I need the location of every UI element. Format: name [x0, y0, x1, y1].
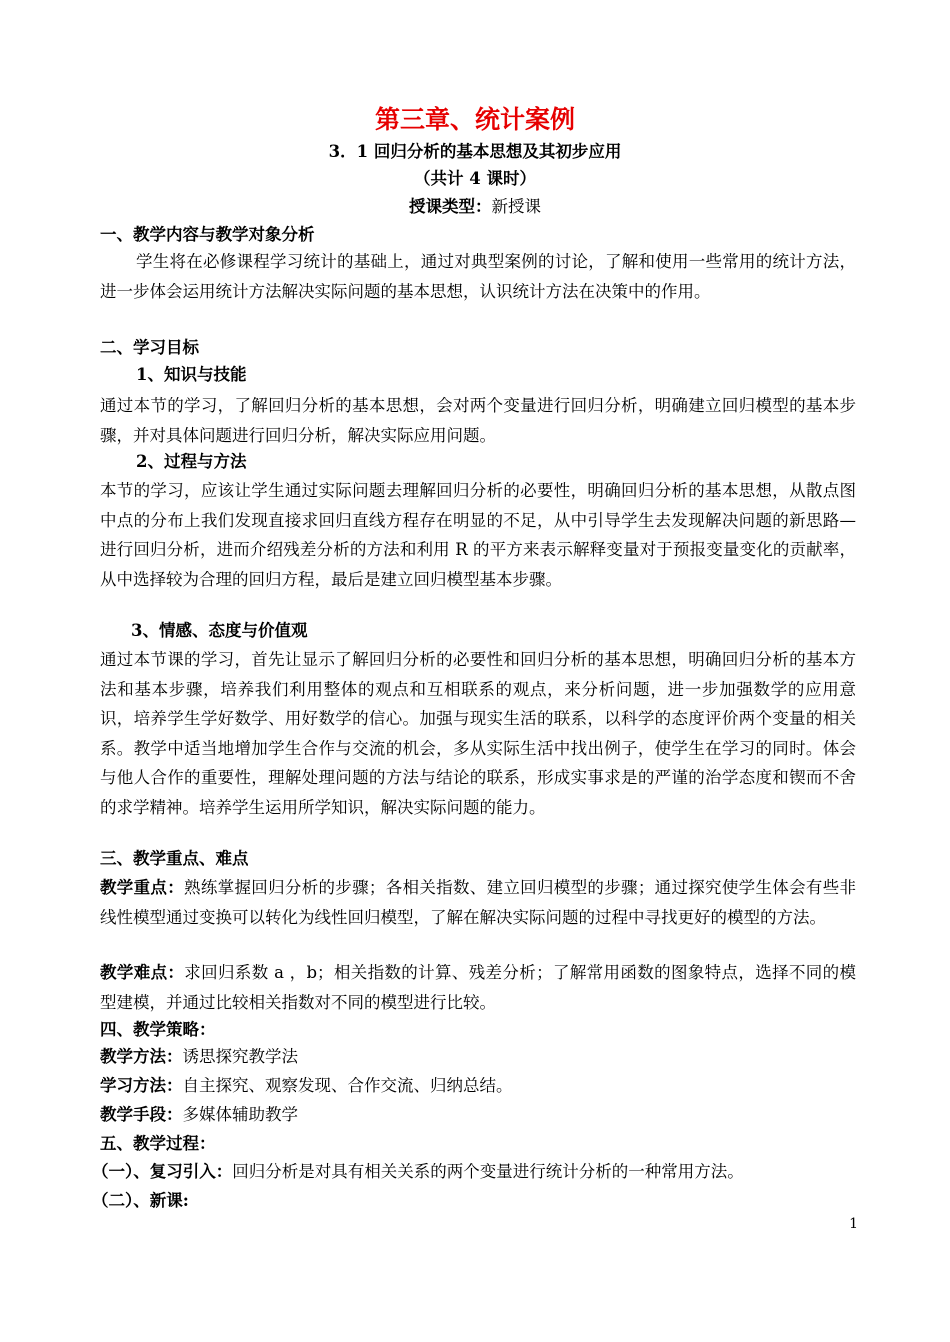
page-number: 1	[849, 1216, 858, 1232]
section-subtitle: 3．1 回归分析的基本思想及其初步应用	[328, 142, 622, 161]
attitude-body: 通过本节课的学习，首先让显示了解回归分析的必要性和回归分析的基本思想，明确回归分析的基本方法和基本步骤，培养我们利用整体的观点和互相联系的观点，来分析问题，进一步加强数学的应用意识，培养学生学好数学、用好数学的信心。加强与现实生活的联系，以科学的态度评价两个变量的相关系。教学中适当地增加学生合作与交流的机会，多从实际生活中找出例子，使学生在学习的同时。体会与他人合作的重要性，理解处理问题的方法与结论的联系，形成实事求是的严谨的治学态度和锲而不舍的求学精神。培养学生运用所学知识，解决实际问题的能力。	[100, 650, 856, 817]
key-points	[100, 873, 856, 932]
review-intro-label: （一）、复习引入：	[92, 1162, 233, 1181]
study-method-label: 学习方法：	[100, 1076, 183, 1095]
difficult-points-body: 求回归系数 a ，b；相关指数的计算、残差分析；了解常用函数的图象特点，选择不同的模型建模，并通过比较相关指数对不同的模型进行比较。	[100, 963, 857, 1012]
attitude-heading: 3、情感、态度与价值观	[131, 621, 308, 640]
study-method	[100, 1071, 856, 1101]
section1-heading: 一、教学内容与教学对象分析	[100, 225, 315, 244]
lesson-type-value: 新授课	[491, 197, 541, 216]
teaching-means-label: 教学手段：	[100, 1105, 183, 1124]
study-method-value: 自主探究、观察发现、合作交流、归纳总结。	[182, 1076, 513, 1095]
difficult-points	[100, 958, 856, 1017]
new-lesson-label: （二）、新课:	[92, 1191, 189, 1210]
teaching-means	[100, 1100, 856, 1130]
section4-heading: 四、教学策略：	[100, 1020, 216, 1039]
key-points-label: 教学重点：	[100, 878, 185, 897]
chapter-title: 第三章、统计案例	[374, 105, 575, 134]
process-body: 本节的学习，应该让学生通过实际问题去理解回归分析的必要性，明确回归分析的基本思想，从散点图中点的分布上我们发现直接求回归直线方程存在明显的不足，从中引导学生去发现解决问题的新思路—进行回归分析，进而介绍残差分析的方法和利用 R 的平方来表示解释变量对于预报变量变化的贡献率，从中选择较为合理的回归方程，最后是建立回归模型基本步骤。	[100, 481, 856, 589]
teaching-method-label: 教学方法：	[100, 1047, 183, 1066]
difficult-points-label: 教学难点：	[100, 963, 185, 982]
section2-heading: 二、学习目标	[100, 338, 199, 357]
review-intro-body: 回归分析是对具有相关关系的两个变量进行统计分析的一种常用方法。	[232, 1162, 744, 1181]
section3-heading: 三、教学重点、难点	[100, 849, 249, 868]
lesson-type-label: 授课类型：	[409, 197, 492, 216]
teaching-means-value: 多媒体辅助教学	[182, 1105, 298, 1124]
key-points-body: 熟练掌握回归分析的步骤；各相关指数、建立回归模型的步骤；通过探究使学生体会有些非线性模型通过变换可以转化为线性回归模型，了解在解决实际问题的过程中寻找更好的模型的方法。	[100, 878, 857, 927]
lesson-type	[0, 194, 950, 220]
class-hours: （共计 4 课时）	[414, 169, 536, 188]
section5-heading: 五、教学过程：	[100, 1134, 216, 1153]
teaching-method	[100, 1042, 856, 1072]
review-intro	[92, 1157, 862, 1187]
knowledge-body: 通过本节的学习，了解回归分析的基本思想，会对两个变量进行回归分析，明确建立回归模型的基本步骤，并对具体问题进行回归分析，解决实际应用问题。	[100, 396, 856, 445]
section1-body: 学生将在必修课程学习统计的基础上，通过对典型案例的讨论，了解和使用一些常用的统计方法，进一步体会运用统计方法解决实际问题的基本思想，认识统计方法在决策中的作用。	[100, 252, 856, 301]
teaching-method-value: 诱思探究教学法	[182, 1047, 298, 1066]
knowledge-heading: 1、知识与技能	[136, 365, 247, 384]
process-heading: 2、过程与方法	[136, 452, 247, 471]
